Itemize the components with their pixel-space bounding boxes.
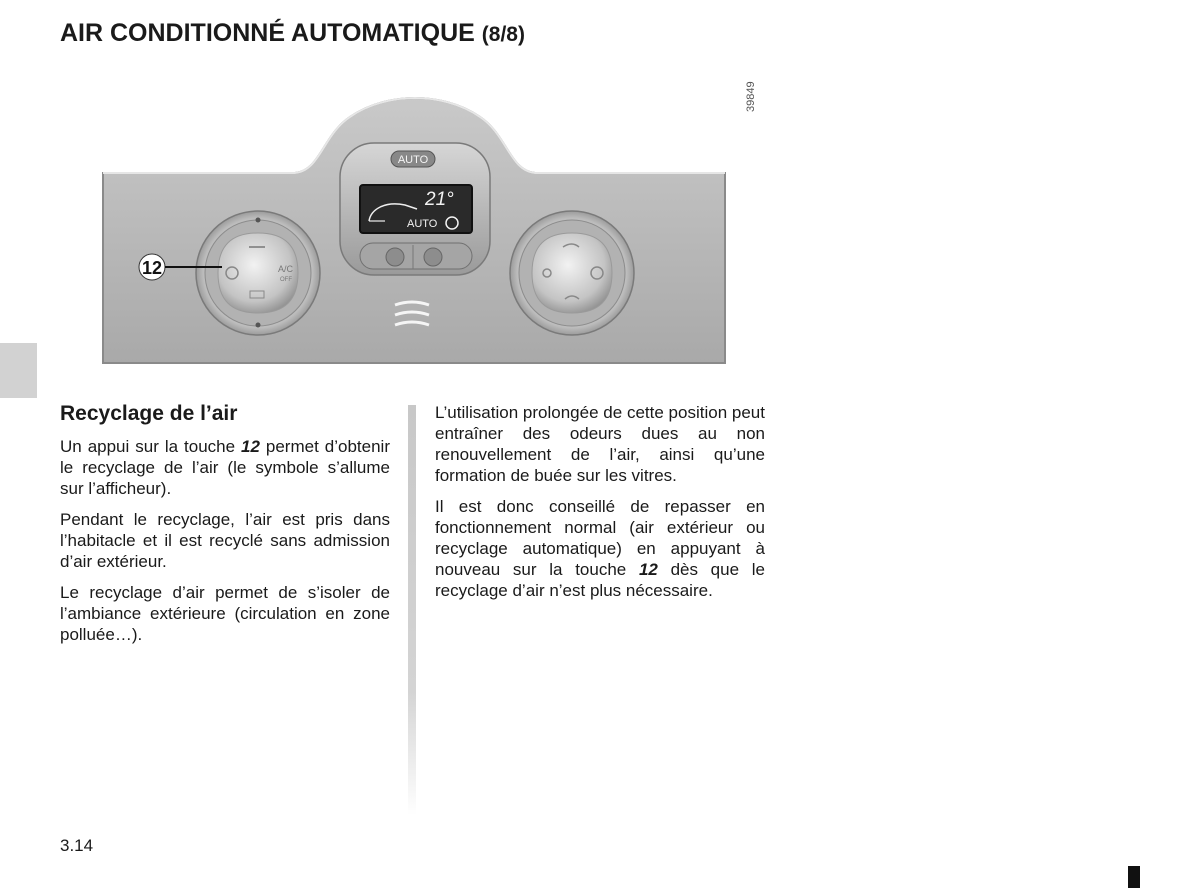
ac-off-label: OFF	[280, 277, 292, 283]
display-mode: AUTO	[407, 218, 438, 230]
key-reference: 12	[638, 560, 658, 579]
section-heading: Recyclage de l’air	[60, 402, 238, 425]
right-column	[435, 402, 765, 611]
page-title	[60, 19, 525, 48]
paragraph-1: Un appui sur la touche 12 permet d’obtenir le recyclage de l’air (le symbole s’allume sur l’afficheur).	[60, 437, 390, 498]
title-part: (8/8)	[481, 23, 525, 46]
page-number: 3.14	[60, 836, 94, 855]
column-divider	[408, 405, 416, 815]
title-main: AIR CONDITIONNÉ AUTOMATIQUE	[60, 19, 475, 47]
paragraph-2: Pendant le recyclage, l’air est pris dans l’habitacle et il est recyclé sans admission d’air extérieur.	[60, 510, 390, 571]
climate-control-panel-illustration	[95, 95, 735, 370]
auto-button-label: AUTO	[397, 154, 429, 166]
left-column	[60, 436, 390, 655]
ac-label: A/C	[278, 264, 294, 274]
paragraph-4: L’utilisation prolongée de cette position peut entraîner des odeurs dues au non renouvellement de l’air, ainsi qu’une formation de buée sur les vitres.	[435, 403, 765, 485]
figure-code: 39849	[745, 81, 757, 112]
callout-number: 12	[141, 258, 163, 278]
paragraph-3: Le recyclage d’air permet de s’isoler de l’ambiance extérieure (circulation en zone polluée…).	[60, 583, 390, 644]
right-knob[interactable]	[532, 233, 612, 313]
display-temperature: 21°	[425, 189, 454, 210]
key-reference: 12	[241, 437, 260, 456]
center-right-button[interactable]	[424, 248, 442, 266]
center-left-button[interactable]	[386, 248, 404, 266]
corner-mark	[1128, 866, 1140, 888]
paragraph-5: Il est donc conseillé de repasser en fonctionnement normal (air extérieur ou recyclage automatique) en appuyant à nouveau sur la touche 12 dès que le recyclage d’air n’est plus nécessaire.	[435, 497, 765, 600]
section-tab	[0, 343, 37, 398]
